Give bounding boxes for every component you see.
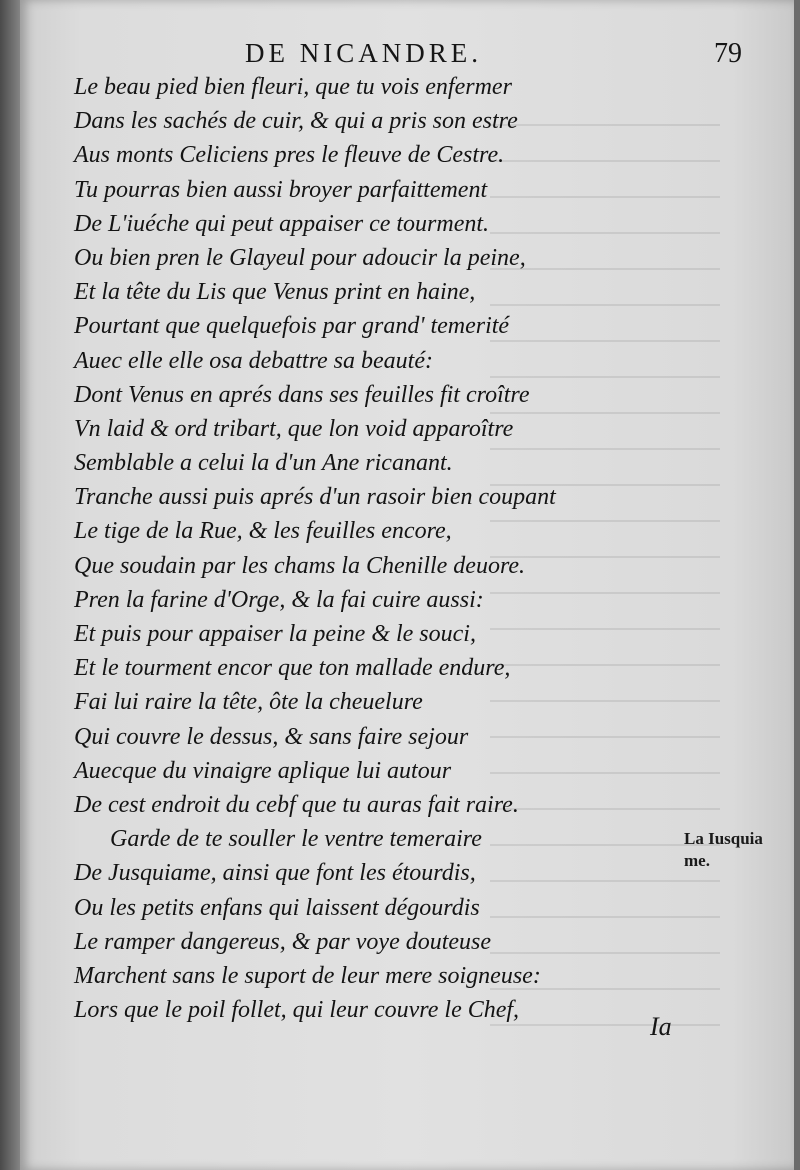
verse-line: Tranche aussi puis aprés d'un rasoir bien coupant [74, 484, 556, 511]
book-gutter [0, 0, 22, 1170]
verse-line: De L'iuéche qui peut appaiser ce tourment. [74, 210, 490, 237]
verse-line: Auecque du vinaigre aplique lui autour [74, 757, 452, 784]
catchword: Ia [650, 1012, 672, 1041]
verse-line: Ou bien pren le Glayeul pour adoucir la peine, [74, 244, 526, 271]
verse-line: Le ramper dangereus, & par voye douteuse [74, 928, 492, 955]
verse-block [74, 70, 674, 1027]
verse-line: Tu pourras bien aussi broyer parfaittement [74, 176, 488, 203]
verse-line: Ou les petits enfans qui laissent dégourdis [74, 894, 480, 921]
verse-line: Dans les sachés de cuir, & qui a pris son estre [74, 108, 518, 135]
verse-line: De cest endroit du cebf que tu auras fait raire. [74, 791, 519, 818]
marginal-note-line: La Iusquia [684, 829, 763, 848]
verse-line: Garde de te souller le ventre temeraire [110, 826, 482, 853]
page-header [210, 34, 770, 74]
verse-line: Vn laid & ord tribart, que lon void apparoître [74, 415, 514, 442]
verse-line: Que soudain par les chams la Chenille deuore. [74, 552, 526, 579]
verse-line: Aus monts Celiciens pres le fleuve de Cestre. [74, 142, 505, 169]
verse-line: Le tige de la Rue, & les feuilles encore, [74, 518, 452, 545]
verse-line: Et puis pour appaiser la peine & le souci, [74, 621, 476, 647]
verse-line: Le beau pied bien fleuri, que tu vois enfermer [74, 74, 512, 100]
verse-line: Lors que le poil follet, qui leur couvre le Chef, [74, 997, 520, 1024]
verse-line: Auec elle elle osa debattre sa beauté: [74, 347, 433, 374]
verse-line: Pourtant que quelquefois par grand' temerité [74, 313, 510, 340]
page-number: 79 [714, 38, 742, 69]
verse-line: Fai lui raire la tête, ôte la cheuelure [74, 689, 423, 716]
verse-line: Dont Venus en aprés dans ses feuilles fit croître [74, 381, 530, 408]
verse-line: Marchent sans le suport de leur mere soigneuse: [74, 962, 541, 989]
marginal-note-line: me. [684, 851, 710, 870]
running-head: DE NICANDRE. [245, 38, 482, 68]
verse-line: Et le tourment encor que ton mallade endure, [74, 655, 511, 682]
verse-line: Semblable a celui la d'un Ane ricanant. [74, 450, 453, 477]
verse-line: De Jusquiame, ainsi que font les étourdis, [74, 860, 476, 887]
verse-line: Et la tête du Lis que Venus print en haine, [74, 279, 476, 306]
verse-line: Pren la farine d'Orge, & la fai cuire aussi: [74, 586, 484, 613]
marginal-note [684, 828, 784, 872]
verse-line: Qui couvre le dessus, & sans faire sejour [74, 723, 469, 750]
